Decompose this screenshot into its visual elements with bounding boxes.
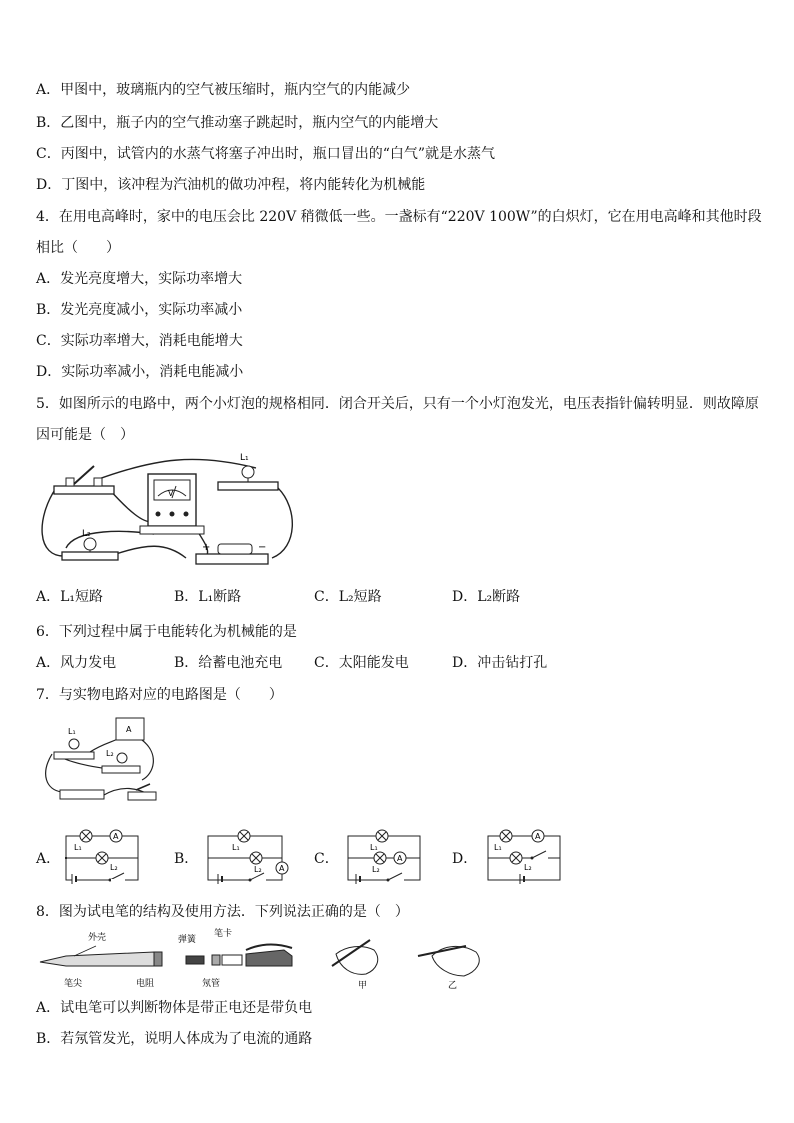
q6-stem: 6．下列过程中属于电能转化为机械能的是 — [36, 624, 297, 640]
q7-diagram-b — [204, 828, 290, 886]
q5-plus-label: + — [202, 542, 211, 553]
q7-d-ammeter: A — [535, 832, 541, 841]
q7-diagram-c — [344, 828, 424, 886]
q7-fig-l1-label: L₁ — [68, 727, 76, 736]
q7-physical-circuit — [42, 714, 162, 806]
q5-stem-line2: 因可能是（ ） — [36, 427, 134, 443]
q7-d-l2: L₂ — [524, 863, 532, 872]
q7-diagram-d — [484, 828, 564, 886]
q7-option-c-label: C． — [314, 851, 339, 867]
q8-yi-label: 乙 — [448, 981, 458, 991]
q8-shell-label: 外壳 — [88, 933, 107, 943]
q7-b-l1: L₁ — [232, 843, 240, 852]
q5-circuit-figure — [36, 448, 296, 578]
q3-option-b: B．乙图中，瓶子内的空气推动塞子跳起时，瓶内空气的内能增大 — [36, 115, 439, 131]
q7-option-b-label: B． — [174, 851, 199, 867]
q4-option-c: C．实际功率增大，消耗电能增大 — [36, 333, 243, 349]
q6-option-c: C．太阳能发电 — [314, 655, 409, 671]
q8-spring-label: 弹簧 — [178, 935, 197, 945]
q5-minus-label: − — [258, 542, 267, 553]
q5-option-c: C．L₂短路 — [314, 589, 382, 605]
q8-clip-label: 笔卡 — [214, 929, 233, 939]
q7-option-d-label: D． — [452, 851, 478, 867]
q5-option-a: A．L₁短路 — [36, 589, 104, 605]
q8-resistor-label: 电阻 — [136, 979, 155, 989]
q7-b-l2: L₂ — [254, 865, 262, 874]
q3-option-c: C．丙图中，试管内的水蒸气将塞子冲出时，瓶口冒出的“白气”就是水蒸气 — [36, 146, 496, 162]
q6-option-b: B．给蓄电池充电 — [174, 655, 283, 671]
q7-a-ammeter: A — [113, 832, 119, 841]
q8-neon-label: 氖管 — [202, 979, 221, 989]
q8-stem: 8．图为试电笔的结构及使用方法．下列说法正确的是（ ） — [36, 904, 409, 920]
q7-fig-l2-label: L₂ — [106, 749, 114, 758]
q8-jia-label: 甲 — [358, 981, 368, 991]
q5-voltmeter-label: V — [168, 489, 174, 498]
q8-tip-label: 笔尖 — [64, 979, 83, 989]
q4-option-d: D．实际功率减小，消耗电能减小 — [36, 364, 244, 380]
q5-option-b: B．L₁断路 — [174, 589, 242, 605]
q5-l1-label: L₁ — [240, 453, 249, 463]
q7-diagram-a — [62, 828, 142, 886]
q8-option-b: B．若氖管发光，说明人体成为了电流的通路 — [36, 1031, 313, 1047]
q7-a-l1: L₁ — [74, 843, 82, 852]
q6-option-a: A．风力发电 — [36, 655, 117, 671]
q8-test-pen-figure — [36, 926, 506, 994]
q5-option-d: D．L₂断路 — [452, 589, 521, 605]
q7-a-l2: L₂ — [110, 863, 118, 872]
q4-option-b: B．发光亮度减小，实际功率减小 — [36, 302, 243, 318]
q3-option-d: D．丁图中，该冲程为汽油机的做功冲程，将内能转化为机械能 — [36, 177, 426, 193]
q3-option-a: A．甲图中，玻璃瓶内的空气被压缩时，瓶内空气的内能减少 — [36, 82, 411, 98]
q8-option-a: A．试电笔可以判断物体是带正电还是带负电 — [36, 1000, 313, 1016]
q7-d-l1: L₁ — [494, 843, 502, 852]
q4-option-a: A．发光亮度增大，实际功率增大 — [36, 271, 243, 287]
q7-b-ammeter: A — [279, 864, 285, 873]
q4-stem-line2: 相比（ ） — [36, 240, 120, 256]
q7-c-l2: L₂ — [372, 865, 380, 874]
q5-stem-line1: 5．如图所示的电路中，两个小灯泡的规格相同．闭合开关后，只有一个小灯泡发光，电压表指针偏转明显．则故障原 — [36, 396, 759, 412]
q7-option-a-label: A． — [36, 851, 61, 867]
q6-option-d: D．冲击钻打孔 — [452, 655, 548, 671]
q7-fig-a-label: A — [126, 725, 132, 734]
q7-c-ammeter: A — [397, 854, 403, 863]
q5-l2-label: L₂ — [82, 529, 91, 539]
q4-stem-line1: 4．在用电高峰时，家中的电压会比 220V 稍微低一些。一盏标有“220V 100W”的白炽灯，它在用电高峰和其他时段 — [36, 209, 762, 225]
q7-stem: 7．与实物电路对应的电路图是（ ） — [36, 687, 283, 703]
q7-c-l1: L₁ — [370, 843, 378, 852]
